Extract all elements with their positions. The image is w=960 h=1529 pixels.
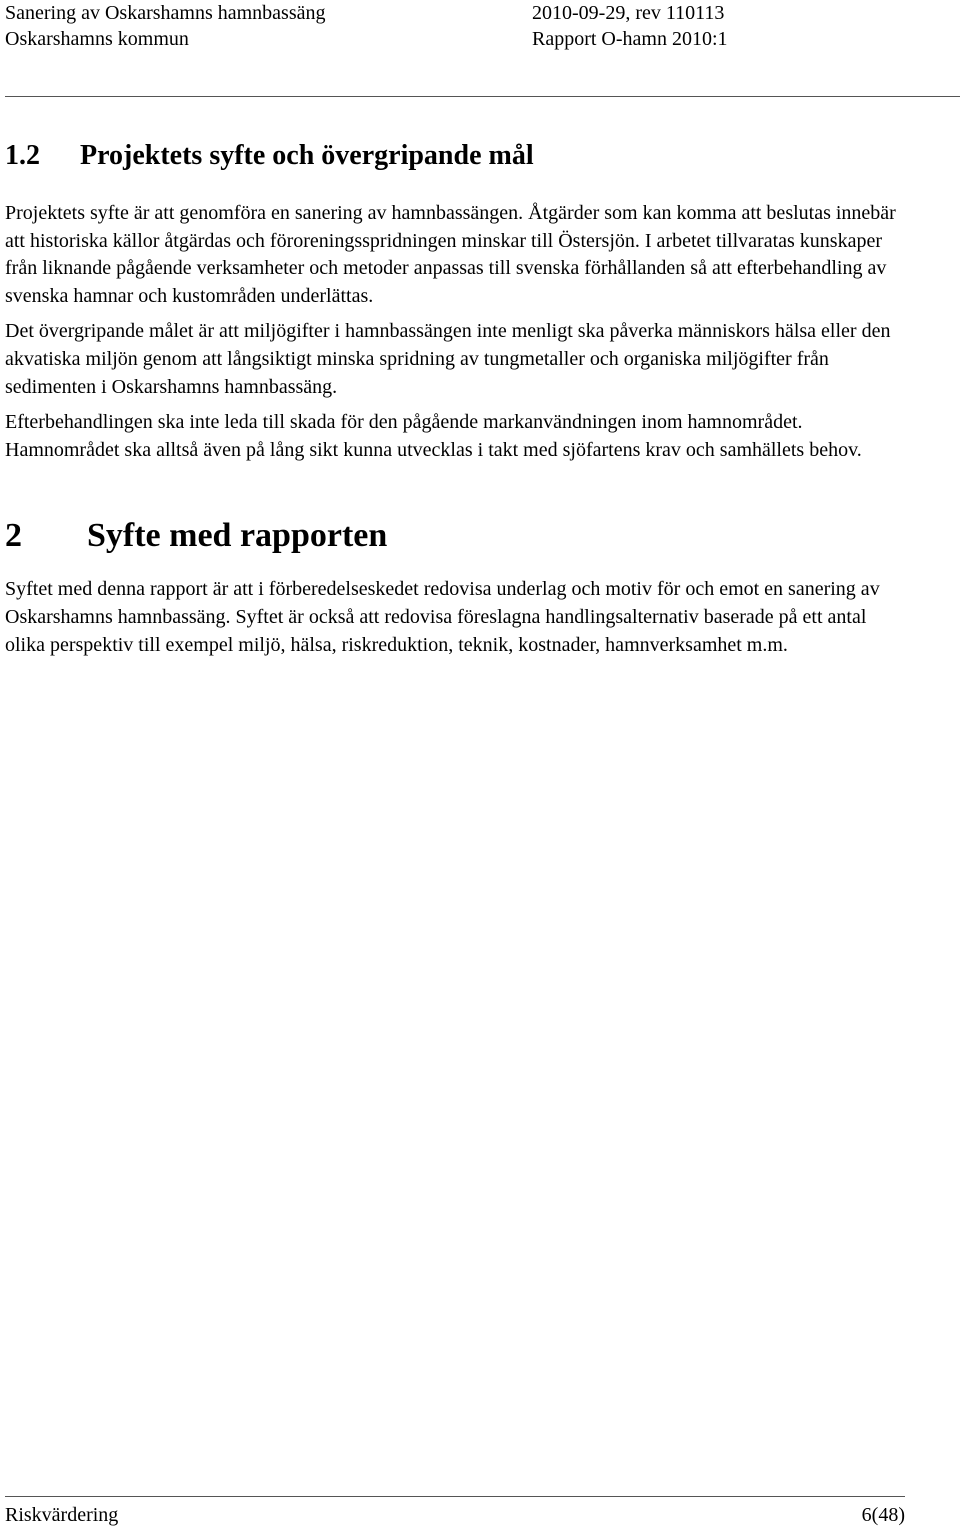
page-footer	[5, 1496, 905, 1529]
section-2-heading	[5, 514, 910, 558]
section-number: 1.2	[5, 140, 40, 171]
section-1-2-heading	[5, 138, 910, 174]
page-number: 6(48)	[861, 1504, 905, 1526]
section-title: Syfte med rapporten	[87, 517, 388, 555]
section-number: 2	[5, 517, 22, 555]
paragraph: Det övergripande målet är att miljögifter i hamnbassängen inte menligt ska påverka människors hälsa eller den akvatiska miljön genom att långsiktigt minska spridning av tungmetaller och organiska miljögifter från sedimenten i Oskarshamns hamnbassäng.	[5, 320, 891, 398]
page-header	[5, 0, 960, 97]
header-report: Rapport O-hamn 2010:1	[532, 28, 728, 50]
header-org: Oskarshamns kommun	[5, 28, 189, 50]
header-date-rev: 2010-09-29, rev 110113	[532, 2, 725, 24]
footer-label: Riskvärdering	[5, 1504, 119, 1526]
paragraph: Projektets syfte är att genomföra en sanering av hamnbassängen. Åtgärder som kan komma att beslutas innebär att historiska källor åtgärdas och föroreningsspridningen minskar till Östersjön. I arbetet tillvaratas kunskaper från liknande pågående verksamheter och metoder anpassas till svenska förhållanden så att efterbehandling av svenska hamnar och kustområden underlättas.	[5, 202, 896, 307]
section-title: Projektets syfte och övergripande mål	[80, 140, 534, 171]
header-title: Sanering av Oskarshamns hamnbassäng	[5, 2, 326, 24]
document-body	[5, 138, 910, 667]
paragraph: Syftet med denna rapport är att i förberedelseskedet redovisa underlag och motiv för och emot en sanering av Oskarshamns hamnbassäng. Syftet är också att redovisa föreslagna handlingsalternativ baserade på ett antal olika perspektiv till exempel miljö, hälsa, riskreduktion, teknik, kostnader, hamnverksamhet m.m.	[5, 578, 880, 656]
paragraph: Efterbehandlingen ska inte leda till skada för den pågående markanvändningen inom hamnområdet. Hamnområdet ska alltså även på lång sikt kunna utvecklas i takt med sjöfartens krav och samhällets behov.	[5, 411, 862, 461]
